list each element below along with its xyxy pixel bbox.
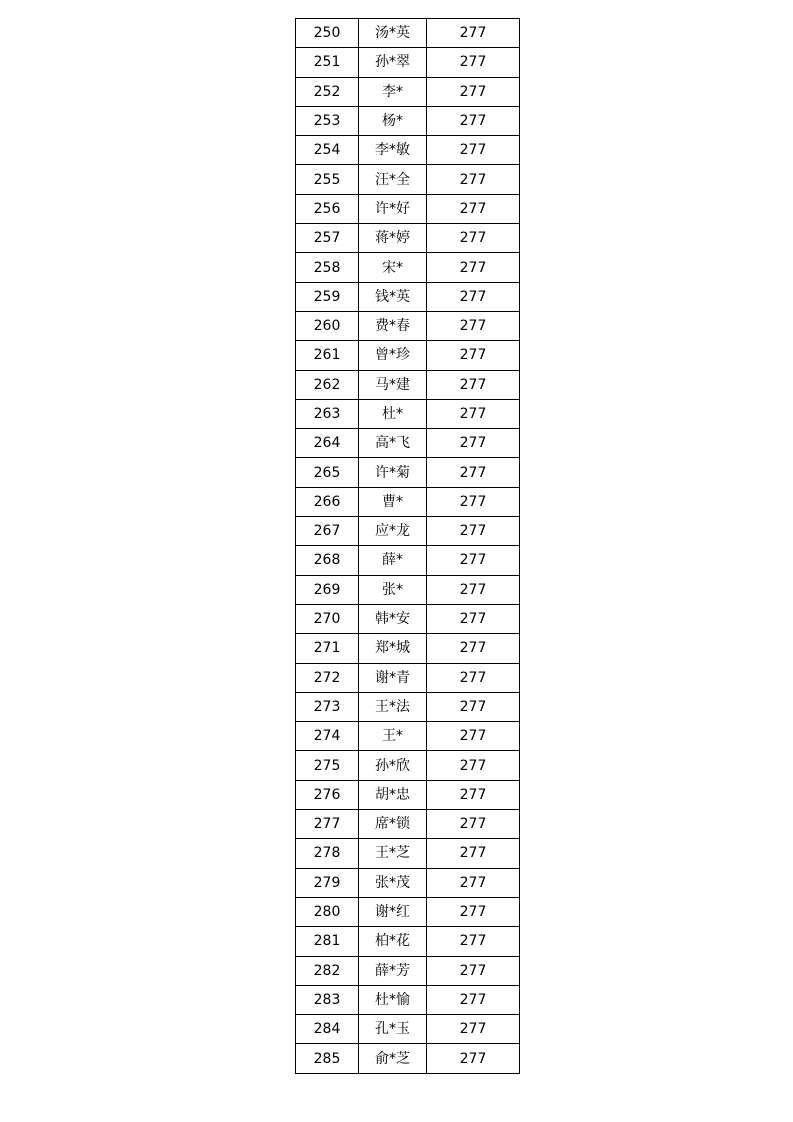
score-cell: 277 [427, 780, 520, 809]
table-row [296, 399, 520, 428]
name-cell: 孙*欣 [359, 751, 427, 780]
score-cell: 277 [427, 311, 520, 340]
row-number-cell: 250 [296, 19, 359, 48]
row-number-cell: 279 [296, 868, 359, 897]
table-row [296, 780, 520, 809]
name-cell: 应*龙 [359, 517, 427, 546]
name-cell: 汪*全 [359, 165, 427, 194]
name-cell: 曹* [359, 487, 427, 516]
name-cell: 王*芝 [359, 839, 427, 868]
row-number-cell: 278 [296, 839, 359, 868]
name-cell: 钱*英 [359, 282, 427, 311]
score-cell: 277 [427, 575, 520, 604]
score-cell: 277 [427, 546, 520, 575]
name-cell: 汤*英 [359, 19, 427, 48]
table-row [296, 311, 520, 340]
score-cell: 277 [427, 868, 520, 897]
score-cell: 277 [427, 517, 520, 546]
table-row [296, 810, 520, 839]
table-row [296, 224, 520, 253]
table-row [296, 868, 520, 897]
table-row [296, 751, 520, 780]
score-cell: 277 [427, 1015, 520, 1044]
row-number-cell: 251 [296, 48, 359, 77]
name-cell: 杜* [359, 399, 427, 428]
score-cell: 277 [427, 956, 520, 985]
table-row [296, 253, 520, 282]
table-row [296, 985, 520, 1014]
row-number-cell: 268 [296, 546, 359, 575]
score-cell: 277 [427, 1044, 520, 1073]
row-number-cell: 272 [296, 663, 359, 692]
row-number-cell: 271 [296, 634, 359, 663]
table-row [296, 956, 520, 985]
row-number-cell: 269 [296, 575, 359, 604]
name-cell: 蒋*婷 [359, 224, 427, 253]
row-number-cell: 262 [296, 370, 359, 399]
score-cell: 277 [427, 224, 520, 253]
name-cell: 张*茂 [359, 868, 427, 897]
row-number-cell: 256 [296, 194, 359, 223]
name-cell: 谢*红 [359, 897, 427, 926]
row-number-cell: 257 [296, 224, 359, 253]
table-row [296, 897, 520, 926]
score-cell: 277 [427, 634, 520, 663]
row-number-cell: 281 [296, 927, 359, 956]
name-cell: 杜*愉 [359, 985, 427, 1014]
row-number-cell: 261 [296, 341, 359, 370]
score-cell: 277 [427, 663, 520, 692]
table-row [296, 517, 520, 546]
table-row [296, 927, 520, 956]
table-row [296, 194, 520, 223]
name-cell: 许*好 [359, 194, 427, 223]
row-number-cell: 275 [296, 751, 359, 780]
table-row [296, 487, 520, 516]
table-row [296, 341, 520, 370]
table-row [296, 839, 520, 868]
row-number-cell: 259 [296, 282, 359, 311]
name-cell: 李* [359, 77, 427, 106]
name-cell: 王*法 [359, 692, 427, 721]
name-cell: 曾*珍 [359, 341, 427, 370]
row-number-cell: 284 [296, 1015, 359, 1044]
score-cell: 277 [427, 48, 520, 77]
score-cell: 277 [427, 839, 520, 868]
score-table [295, 18, 520, 1074]
table-row [296, 370, 520, 399]
score-cell: 277 [427, 487, 520, 516]
row-number-cell: 255 [296, 165, 359, 194]
name-cell: 高*飞 [359, 429, 427, 458]
name-cell: 柏*花 [359, 927, 427, 956]
table-row [296, 575, 520, 604]
row-number-cell: 282 [296, 956, 359, 985]
score-cell: 277 [427, 429, 520, 458]
score-cell: 277 [427, 604, 520, 633]
row-number-cell: 277 [296, 810, 359, 839]
name-cell: 费*春 [359, 311, 427, 340]
table-row [296, 106, 520, 135]
name-cell: 宋* [359, 253, 427, 282]
row-number-cell: 266 [296, 487, 359, 516]
name-cell: 王* [359, 722, 427, 751]
name-cell: 杨* [359, 106, 427, 135]
row-number-cell: 258 [296, 253, 359, 282]
table-row [296, 634, 520, 663]
score-cell: 277 [427, 194, 520, 223]
name-cell: 薛*芳 [359, 956, 427, 985]
name-cell: 胡*忠 [359, 780, 427, 809]
table-row [296, 546, 520, 575]
row-number-cell: 252 [296, 77, 359, 106]
table-body [296, 19, 520, 1074]
row-number-cell: 264 [296, 429, 359, 458]
table-row [296, 692, 520, 721]
name-cell: 郑*城 [359, 634, 427, 663]
table-row [296, 458, 520, 487]
table-row [296, 136, 520, 165]
name-cell: 俞*芝 [359, 1044, 427, 1073]
name-cell: 孔*玉 [359, 1015, 427, 1044]
row-number-cell: 260 [296, 311, 359, 340]
score-cell: 277 [427, 399, 520, 428]
score-cell: 277 [427, 751, 520, 780]
score-cell: 277 [427, 810, 520, 839]
score-cell: 277 [427, 136, 520, 165]
table-row [296, 1015, 520, 1044]
row-number-cell: 274 [296, 722, 359, 751]
table-row [296, 722, 520, 751]
score-cell: 277 [427, 19, 520, 48]
table-row [296, 48, 520, 77]
name-cell: 许*菊 [359, 458, 427, 487]
row-number-cell: 263 [296, 399, 359, 428]
score-cell: 277 [427, 253, 520, 282]
row-number-cell: 280 [296, 897, 359, 926]
name-cell: 马*建 [359, 370, 427, 399]
table-row [296, 604, 520, 633]
name-cell: 谢*青 [359, 663, 427, 692]
table-row [296, 429, 520, 458]
table-row [296, 663, 520, 692]
table-row [296, 19, 520, 48]
table-row [296, 1044, 520, 1073]
table-row [296, 165, 520, 194]
score-cell: 277 [427, 985, 520, 1014]
name-cell: 薛* [359, 546, 427, 575]
score-cell: 277 [427, 897, 520, 926]
name-cell: 李*敏 [359, 136, 427, 165]
score-cell: 277 [427, 370, 520, 399]
score-cell: 277 [427, 722, 520, 751]
score-cell: 277 [427, 165, 520, 194]
table-row [296, 77, 520, 106]
table-row [296, 282, 520, 311]
name-cell: 张* [359, 575, 427, 604]
row-number-cell: 253 [296, 106, 359, 135]
score-cell: 277 [427, 77, 520, 106]
row-number-cell: 273 [296, 692, 359, 721]
score-cell: 277 [427, 282, 520, 311]
score-cell: 277 [427, 106, 520, 135]
name-cell: 席*锁 [359, 810, 427, 839]
row-number-cell: 276 [296, 780, 359, 809]
row-number-cell: 270 [296, 604, 359, 633]
row-number-cell: 254 [296, 136, 359, 165]
score-cell: 277 [427, 458, 520, 487]
name-cell: 孙*翠 [359, 48, 427, 77]
score-cell: 277 [427, 341, 520, 370]
row-number-cell: 267 [296, 517, 359, 546]
score-cell: 277 [427, 927, 520, 956]
row-number-cell: 265 [296, 458, 359, 487]
row-number-cell: 285 [296, 1044, 359, 1073]
row-number-cell: 283 [296, 985, 359, 1014]
score-cell: 277 [427, 692, 520, 721]
name-cell: 韩*安 [359, 604, 427, 633]
